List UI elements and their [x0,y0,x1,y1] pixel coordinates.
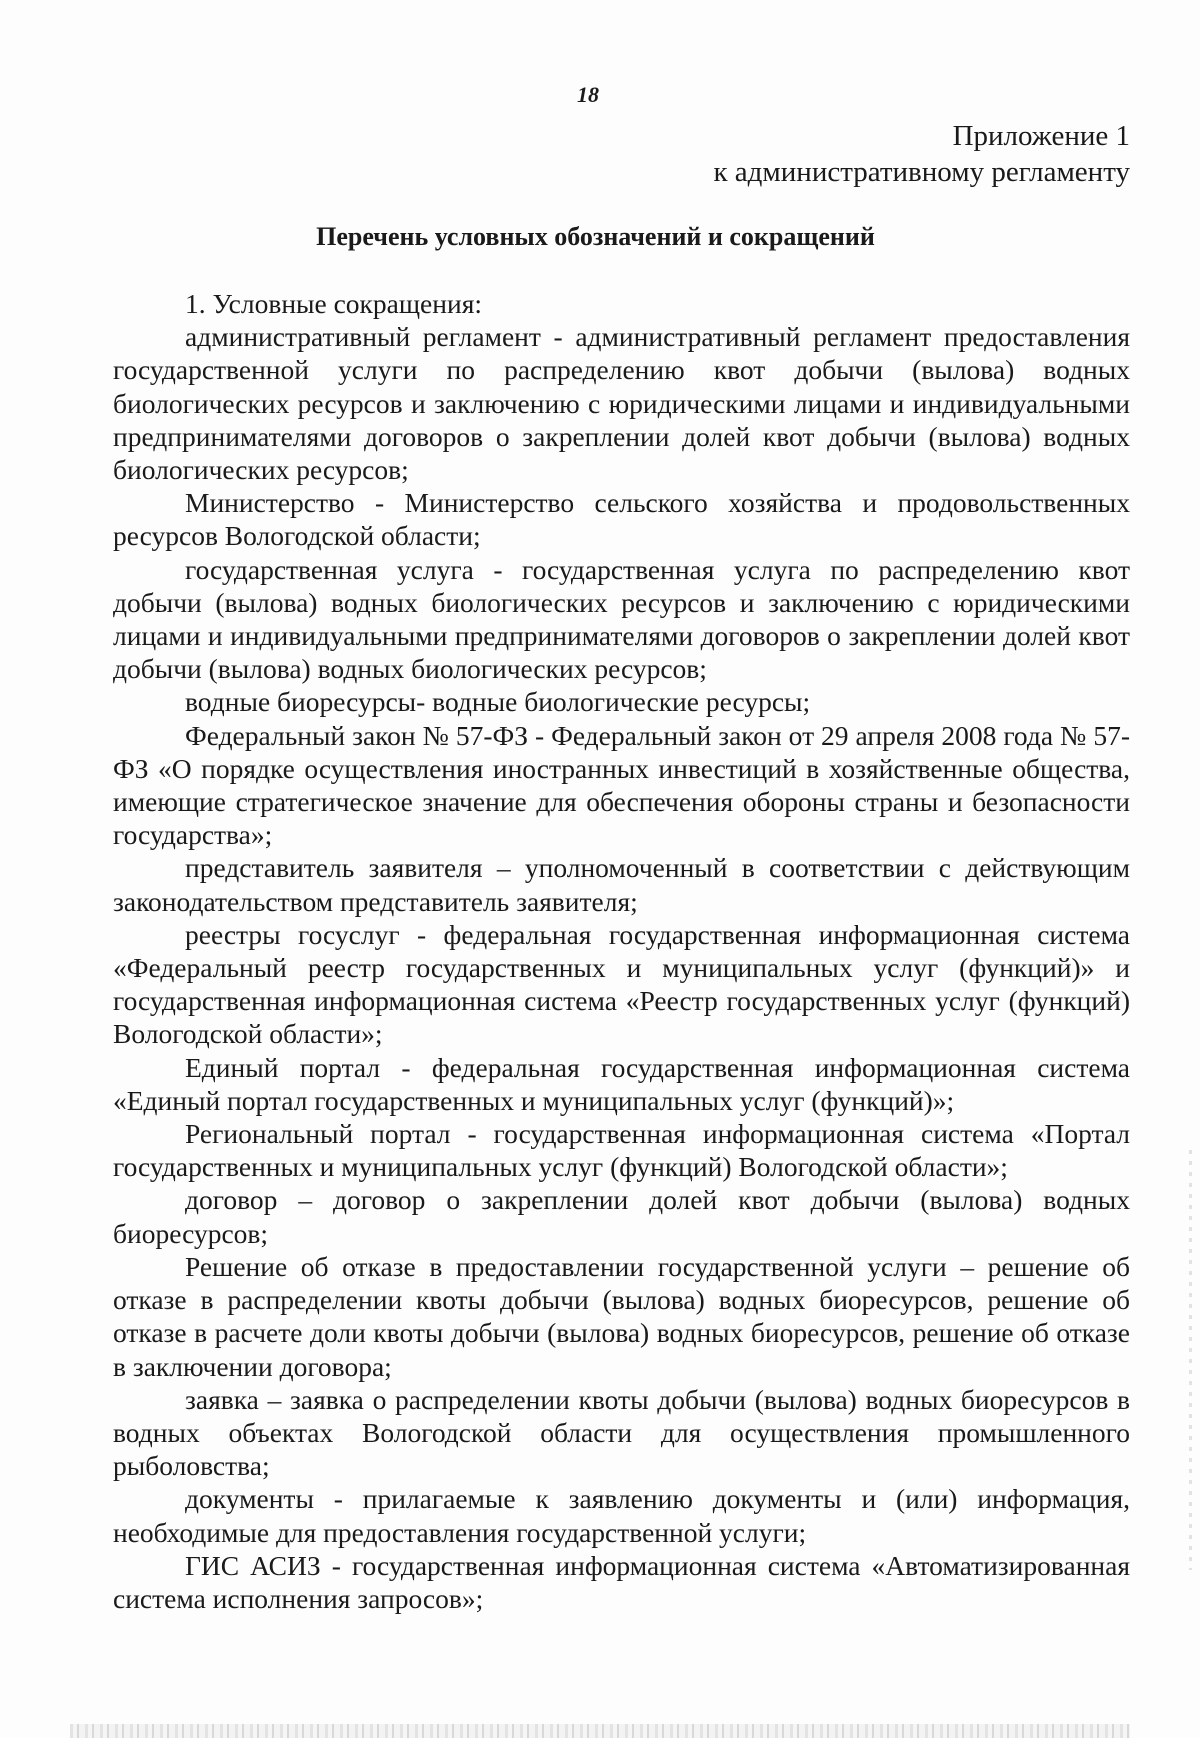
definition-paragraph: документы - прилагаемые к заявлению документы и (или) информация, необходимые для предоставления государственной услуги; [113,1483,1130,1548]
scan-artifact-side [1189,1150,1192,1570]
definition-paragraph: представитель заявителя – уполномоченный в соответствии с действующим законодательством представитель заявителя; [113,852,1130,917]
definition-paragraph: заявка – заявка о распределении квоты добычи (вылова) водных биоресурсов в водных объектах Вологодской области для осуществления промышленного рыболовства; [113,1383,1130,1482]
definition-paragraph: Решение об отказе в предоставлении государственной услуги – решение об отказе в распределении квоты добычи (вылова) водных биоресурсов, решение об отказе в расчете доли квоты добычи (вылова) водных биоресурсов, решение об отказе в заключении договора; [113,1250,1130,1382]
definition-paragraph: Единый портал - федеральная государственная информационная система «Единый портал государственных и муниципальных услуг (функций)»; [113,1051,1130,1116]
definition-paragraph: Федеральный закон № 57-ФЗ - Федеральный закон от 29 апреля 2008 года № 57-ФЗ «О порядке осуществления иностранных инвестиций в хозяйственные общества, имеющие стратегическое значение для обеспечения обороны страны и безопасности государства»; [113,719,1130,851]
appendix-line-2: к административному регламенту [713,156,1130,188]
definition-paragraph: Министерство - Министерство сельского хозяйства и продовольственных ресурсов Вологодской области; [113,487,1130,552]
document-body [113,287,1130,1615]
definition-paragraph: ГИС АСИЗ - государственная информационная система «Автоматизированная система исполнения запросов»; [113,1549,1130,1614]
definition-paragraph: государственная услуга - государственная услуга по распределению квот добычи (вылова) водных биологических ресурсов и заключению с юридическими лицами и индивидуальными предпринимателями договоров о закреплении долей квот добычи (вылова) водных биологических ресурсов; [113,553,1130,685]
section-heading: 1. Условные сокращения: [185,288,482,319]
definition-paragraph: Региональный портал - государственная информационная система «Портал государственных и муниципальных услуг (функций) Вологодской области»; [113,1118,1130,1183]
appendix-label [713,118,1130,190]
scan-artifact-bottom [70,1724,1130,1738]
definition-paragraph: водные биоресурсы- водные биологические ресурсы; [185,686,811,718]
page-number: 18 [577,82,599,107]
appendix-line-1: Приложение 1 [952,120,1130,152]
definition-paragraph: административный регламент - административный регламент предоставления государственной услуги по распределению квот добычи (вылова) водных биологических ресурсов и заключению с юридическими лицами и индивидуальными предпринимателями договоров о закреплении долей квот добычи (вылова) водных биологических ресурсов; [113,321,1130,486]
definition-paragraph: реестры госуслуг - федеральная государственная информационная система «Федеральный реестр государственных и муниципальных услуг (функций)» и государственная информационная система «Реестр государственных услуг (функций) Вологодской области»; [113,918,1130,1050]
document-title: Перечень условных обозначений и сокращений [316,222,875,251]
definition-paragraph: договор – договор о закреплении долей квот добычи (вылова) водных биоресурсов; [113,1184,1130,1249]
